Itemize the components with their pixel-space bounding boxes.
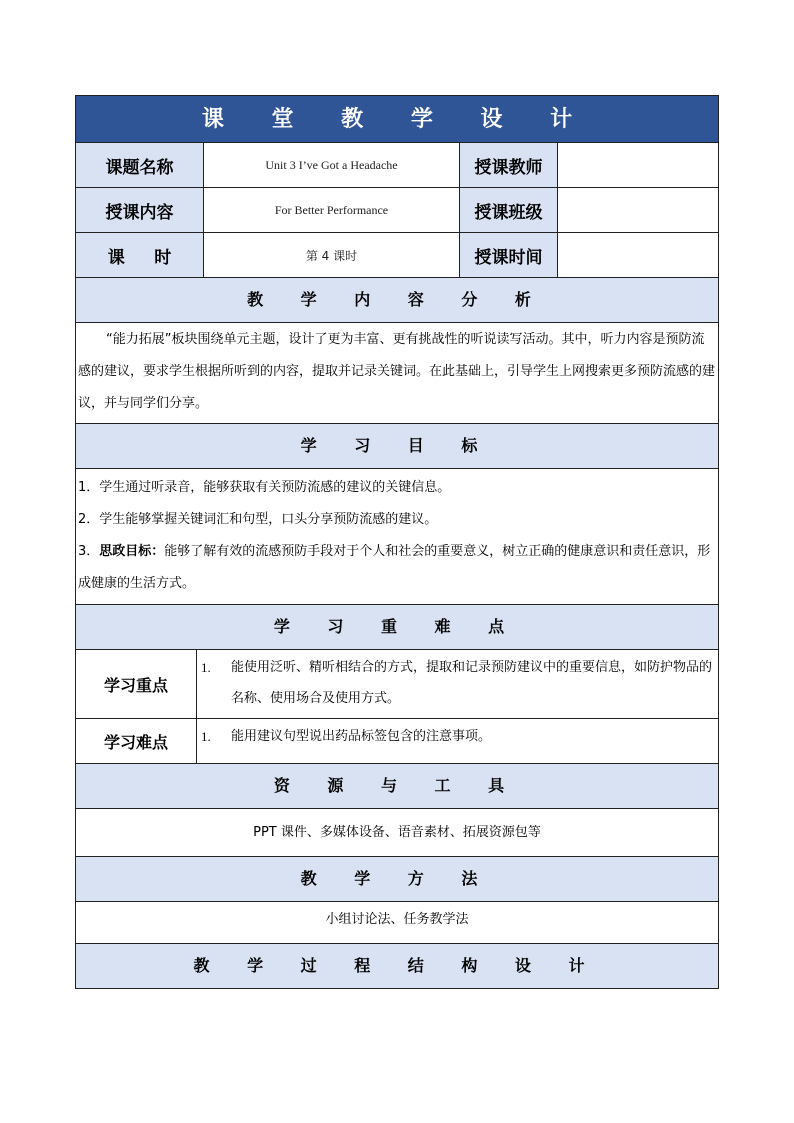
objective-item-1: 1．学生通过听录音，能够获取有关预防流感的建议的关键信息。 (78, 480, 451, 495)
objectives-heading: 学 习 目 标 (76, 424, 718, 469)
objective-3-label: 思政目标： (99, 544, 165, 559)
key-point-label: 学习重点 (76, 650, 197, 718)
difficulty-label: 学习难点 (76, 719, 197, 763)
key-points-heading: 学 习 重 难 点 (76, 605, 718, 650)
teacher-label: 授课教师 (460, 143, 558, 188)
resources-text: PPT 课件、多媒体设备、语音素材、拓展资源包等 (76, 809, 718, 857)
analysis-heading: 教 学 内 容 分 析 (76, 278, 718, 323)
difficulty-text: 能用建议句型说出药品标签包含的注意事项。 (231, 729, 492, 744)
process-heading: 教 学 过 程 结 构 设 计 (76, 944, 718, 988)
objective-item-2: 2．学生能够掌握关键词汇和句型，口头分享预防流感的建议。 (78, 512, 438, 527)
time-value (558, 233, 718, 278)
objective-item-3 (78, 536, 716, 600)
topic-label: 课题名称 (76, 143, 204, 188)
key-point-text: 能使用泛听、精听相结合的方式，提取和记录预防建议中的重要信息，如防护物品的名称、使用场合及使用方式。 (231, 660, 713, 706)
objective-3-prefix: 3． (78, 544, 100, 559)
document-title: 课 堂 教 学 设 计 (76, 96, 718, 143)
key-point-row (76, 650, 718, 719)
period-label: 课 时 (76, 233, 204, 278)
difficulty-number: 1. (201, 729, 211, 744)
objective-3-text: 能够了解有效的流感预防手段对于个人和社会的重要意义，树立正确的健康意识和责任意识，形成健康的生活方式。 (78, 544, 711, 591)
content-value: For Better Performance (204, 188, 460, 233)
resources-heading: 资 源 与 工 具 (76, 764, 718, 809)
methods-heading: 教 学 方 法 (76, 857, 718, 902)
class-value (558, 188, 718, 233)
info-grid (76, 143, 718, 278)
key-point-number: 1. (201, 660, 211, 675)
lesson-plan-table (75, 95, 719, 989)
methods-text: 小组讨论法、任务教学法 (76, 902, 718, 944)
difficulty-row (76, 719, 718, 764)
period-value: 第 4 课时 (204, 233, 460, 278)
analysis-text: “能力拓展”板块围绕单元主题，设计了更为丰富、更有挑战性的听说读写活动。其中，听力内容是预防流感的建议，要求学生根据所听到的内容，提取并记录关键词。在此基础上，引导学生上网搜索更多预防流感的建议，并与同学们分享。 (78, 332, 716, 411)
topic-value: Unit 3 I’ve Got a Headache (204, 143, 460, 188)
class-label: 授课班级 (460, 188, 558, 233)
difficulty-content (197, 719, 718, 763)
teacher-value (558, 143, 718, 188)
analysis-section (76, 323, 718, 424)
key-point-content (197, 650, 718, 718)
objectives-section (76, 469, 718, 605)
time-label: 授课时间 (460, 233, 558, 278)
content-label: 授课内容 (76, 188, 204, 233)
